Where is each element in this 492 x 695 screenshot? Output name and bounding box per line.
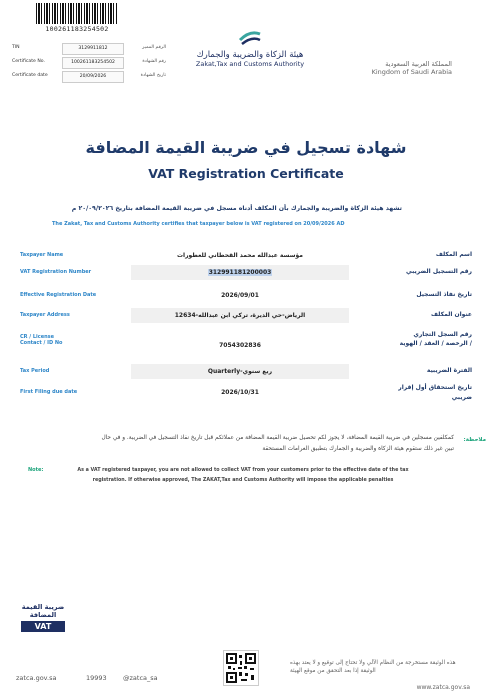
meta-label-ar: الرقم المميز	[142, 45, 166, 50]
meta-row-certificate-date	[8, 71, 166, 83]
field-value: Quarterly-ربع سنوي	[131, 364, 349, 379]
meta-label-ar: تاريخ الشهادة	[140, 73, 166, 78]
authority-name-en: Zakat,Tax and Customs Authority	[195, 60, 305, 68]
field-value: 2026/10/31	[221, 389, 259, 396]
title-ar: شهادة تسجيل في ضريبة القيمة المضافة	[85, 138, 407, 157]
authority-name-ar: هيئة الزكاة والضريبة والجمارك	[196, 50, 304, 60]
field-label-ar: اسم المكلف	[435, 251, 472, 258]
field-value: مؤسسة عبدالله محمد القحطاني للعطورات	[176, 252, 304, 259]
note-label-en: Note:	[28, 467, 44, 473]
vat-number-highlight: 312991181200003	[208, 269, 272, 276]
note-text-en: As a VAT registered taxpayer, you are not allowed to collect VAT from your customers prior to the effective date of the tax registration. If otherwise approved, The ZAKAT,Tax and Customs Authority will impose the applicable penalties	[77, 468, 409, 483]
zatca-mark-icon	[236, 28, 264, 48]
meta-label-ar: رقم الشهادة	[142, 59, 166, 64]
zatca-logo	[175, 28, 325, 88]
meta-value: 3129911812	[62, 43, 124, 55]
vat-badge-en: VAT	[21, 621, 65, 632]
field-label-en: Tax Period	[20, 368, 50, 374]
note-text-ar: كمكلفين مسجلين في ضريبة القيمة المضافة، لا يجوز لكم تحصيل ضريبة القيمة المضافة من عملائكم قبل تاريخ نفاذ التسجيل في الضريبة. و في حال تبين غير ذلك ستقوم هيئة الزكاة والضريبة و الجمارك بتطبيق الغرامات المستحقة	[101, 435, 454, 452]
field-label-ar: تاريخ نفاذ التسجيل	[416, 291, 472, 298]
field-label-ar: رقم التسجيل الضريبي	[406, 268, 472, 275]
field-row-tax-period	[20, 364, 472, 381]
meta-label-en: TIN	[12, 45, 20, 50]
kingdom-name-en: Kingdom of Saudi Arabia	[371, 68, 452, 76]
field-row-vat-number	[20, 265, 472, 282]
kingdom-block	[372, 60, 452, 76]
meta-row-tin	[8, 43, 166, 55]
footer-note-ar: هذه الوثيقة مستخرجة من النظام الآلي ولا تحتاج إلى توقيع و لا يعتد بهذه الوثيقة إذا بعد التحقق من موقع الهيئة	[290, 660, 456, 674]
field-label-en: Taxpayer Address	[20, 312, 70, 318]
field-label-en: Taxpayer Name	[20, 252, 64, 258]
field-row-first-filing	[20, 385, 472, 402]
field-value: 7054302836	[219, 342, 261, 349]
barcode	[36, 3, 118, 31]
footer-domain: www.zatca.gov.sa	[416, 684, 470, 691]
meta-value: 100261183254502	[62, 57, 124, 69]
note-label-ar: ملاحظة:	[463, 437, 486, 443]
field-label-ar: تاريخ استحقاق أول إقرار ضريبي	[398, 384, 472, 401]
field-label-ar: عنوان المكلف	[431, 311, 472, 318]
meta-value: 20/09/2026	[62, 71, 124, 83]
meta-label-en: Certificate No.	[12, 59, 45, 64]
field-label-en: VAT Registration Number	[20, 269, 92, 275]
field-label-ar: الفترة الضريبية	[426, 367, 472, 374]
attestation-en: The Zakat, Tax and Customs Authority certifies that taxpayer below is VAT registered on 20/09/2026 AD	[52, 221, 345, 227]
footer-handle: @zatca_sa	[123, 674, 158, 682]
field-label-ar: رقم السجل التجاري / الرخصة / العقد / الهوية	[399, 331, 472, 347]
meta-label-en: Certificate date	[12, 73, 48, 78]
vat-badge-logo	[21, 603, 65, 651]
footer-phone: 19993	[86, 674, 107, 682]
qr-code-icon	[223, 650, 259, 686]
field-label-en: Effective Registration Date	[20, 292, 97, 298]
field-value	[131, 265, 349, 280]
field-value: 2026/09/01	[221, 292, 259, 299]
field-row-cr-license	[20, 331, 472, 358]
kingdom-name-ar: المملكة العربية السعودية	[385, 60, 452, 68]
field-row-effective-date	[20, 288, 472, 305]
footer-website: zatca.gov.sa	[16, 674, 57, 682]
field-row-taxpayer-name	[20, 248, 472, 265]
attestation-ar: تشهد هيئة الزكاة والضريبة والجمارك بأن المكلف أدناه مسجل في ضريبة القيمة المضافة بتاريخ ٢٠/٠٩/٢٠٢٦ م	[71, 205, 402, 212]
field-label-en: CR / License Contact / ID No	[20, 334, 63, 346]
vat-badge-ar: ضريبة القيمة المضافة	[21, 603, 65, 619]
field-row-address	[20, 308, 472, 325]
barcode-bars	[36, 3, 118, 24]
title-en: VAT Registration Certificate	[148, 166, 344, 181]
meta-row-certificate-no	[8, 57, 166, 69]
field-value: الرياض-حي الديرة، تركي ابن عبدالله-12634	[131, 308, 349, 323]
barcode-number: 100261183254502	[45, 25, 109, 33]
field-label-en: First Filing due date	[20, 389, 78, 395]
